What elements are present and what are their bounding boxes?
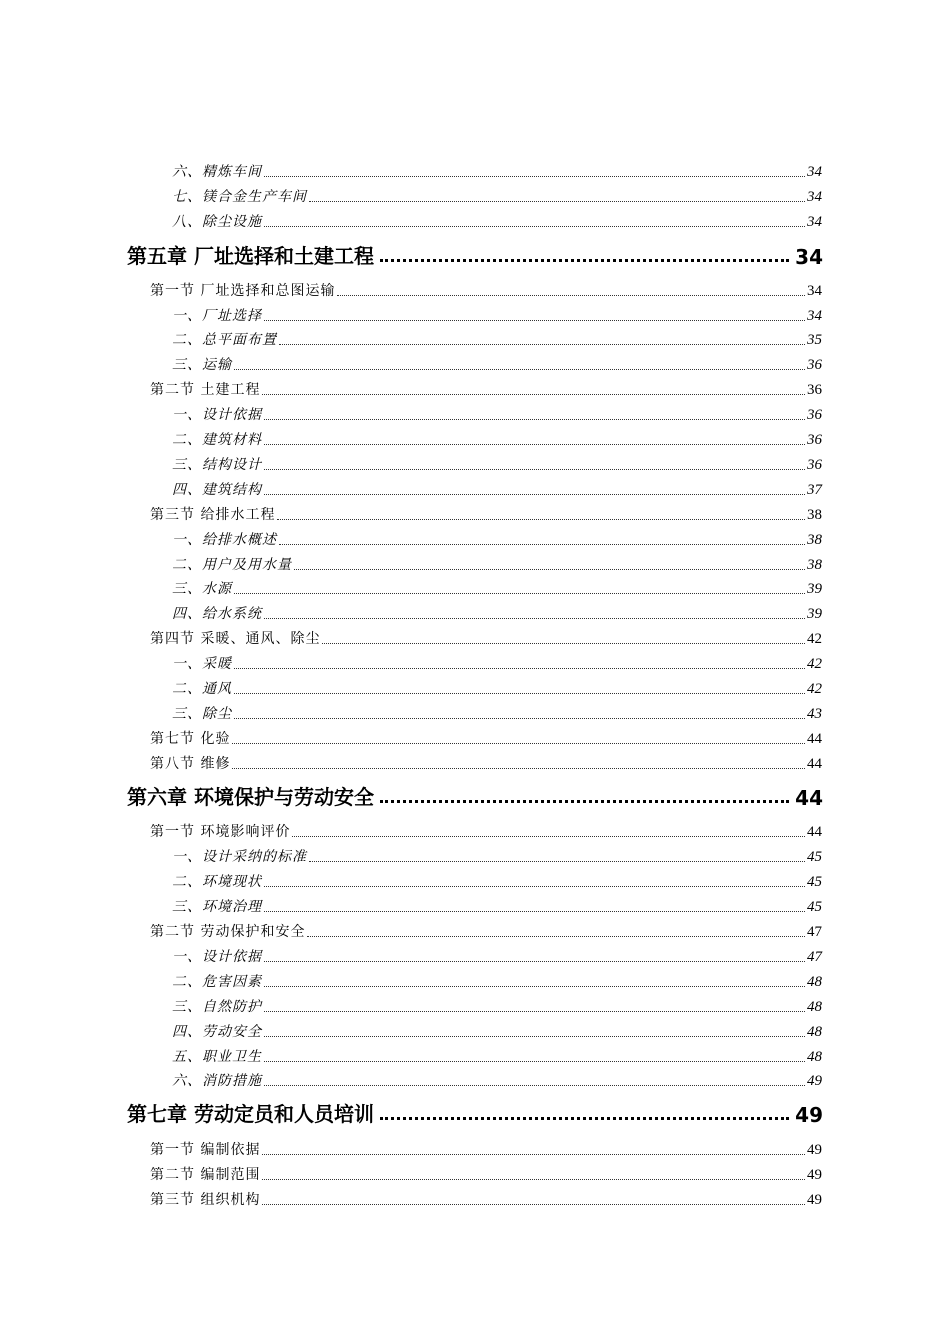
- toc-dot-leader: [264, 444, 805, 445]
- toc-dot-leader: [294, 569, 805, 570]
- toc-page-number: 47: [807, 924, 822, 940]
- toc-page-number: 34: [807, 214, 822, 230]
- toc-entry-title: 七、镁合金生产车间: [172, 189, 307, 205]
- toc-page-number: 36: [807, 457, 822, 473]
- toc-page-number: 42: [807, 656, 822, 672]
- toc-page-number: 49: [807, 1142, 822, 1158]
- toc-item[interactable]: [0, 576, 950, 598]
- toc-entry-title: 二、危害因素: [172, 974, 262, 990]
- toc-page-number: 49: [795, 1103, 823, 1127]
- toc-item[interactable]: [0, 894, 950, 916]
- toc-dot-leader: [264, 494, 805, 495]
- toc-item[interactable]: [0, 427, 950, 449]
- toc-item[interactable]: [0, 477, 950, 499]
- toc-entry-title: 第三节 给排水工程: [150, 507, 276, 523]
- toc-section[interactable]: [0, 1187, 950, 1209]
- toc-dot-leader: [292, 836, 805, 837]
- toc-page-number: 49: [807, 1073, 822, 1089]
- toc-item[interactable]: [0, 651, 950, 673]
- toc-page-number: 48: [807, 1024, 822, 1040]
- toc-dot-leader: [262, 1154, 805, 1155]
- toc-dot-leader: [277, 519, 805, 520]
- toc-dot-leader: [264, 320, 805, 321]
- toc-dot-leader: [279, 544, 805, 545]
- toc-page-number: 44: [807, 731, 822, 747]
- toc-page-number: 36: [807, 357, 822, 373]
- toc-entry-title: 三、水源: [172, 581, 232, 597]
- toc-item[interactable]: [0, 844, 950, 866]
- toc-item[interactable]: [0, 527, 950, 549]
- toc-item[interactable]: [0, 1044, 950, 1066]
- toc-dot-leader: [264, 911, 805, 912]
- toc-page-number: 35: [807, 332, 822, 348]
- toc-item[interactable]: [0, 601, 950, 623]
- toc-page-number: 39: [807, 606, 822, 622]
- toc-entry-title: 四、劳动安全: [172, 1024, 262, 1040]
- toc-section[interactable]: [0, 502, 950, 524]
- toc-entry-title: 一、设计依据: [172, 949, 262, 965]
- toc-entry-title: 一、给排水概述: [172, 532, 277, 548]
- toc-page-number: 36: [807, 382, 822, 398]
- toc-section[interactable]: [0, 626, 950, 648]
- toc-dot-leader: [279, 344, 805, 345]
- toc-dot-leader: [232, 768, 805, 769]
- toc-dot-leader: [309, 201, 805, 202]
- toc-page-number: 44: [807, 824, 822, 840]
- toc-page-number: 43: [807, 706, 822, 722]
- toc-chapter[interactable]: [0, 1095, 950, 1127]
- toc-page-number: 44: [807, 756, 822, 772]
- toc-dot-leader: [264, 1011, 805, 1012]
- toc-dot-leader: [264, 1061, 805, 1062]
- toc-section[interactable]: [0, 377, 950, 399]
- toc-section[interactable]: [0, 819, 950, 841]
- toc-item[interactable]: [0, 994, 950, 1016]
- toc-page-number: 49: [807, 1167, 822, 1183]
- toc-entry-title: 第一节 环境影响评价: [150, 824, 291, 840]
- toc-page-number: 48: [807, 999, 822, 1015]
- toc-entry-title: 三、环境治理: [172, 899, 262, 915]
- toc-item[interactable]: [0, 552, 950, 574]
- toc-page-number: 37: [807, 482, 822, 498]
- toc-dot-leader: [307, 936, 805, 937]
- toc-entry-title: 第二节 编制范围: [150, 1167, 261, 1183]
- toc-entry-title: 三、自然防护: [172, 999, 262, 1015]
- toc-page-number: 42: [807, 681, 822, 697]
- toc-entry-title: 四、建筑结构: [172, 482, 262, 498]
- toc-page-number: 45: [807, 874, 822, 890]
- toc-page-number: 38: [807, 557, 822, 573]
- toc-entry-title: 二、用户及用水量: [172, 557, 292, 573]
- toc-entry-title: 一、设计依据: [172, 407, 262, 423]
- toc-entry-title: 第四节 采暖、通风、除尘: [150, 631, 321, 647]
- toc-item[interactable]: [0, 969, 950, 991]
- toc-entry-title: 二、建筑材料: [172, 432, 262, 448]
- toc-dot-leader: [264, 1036, 805, 1037]
- toc-page-number: 34: [807, 164, 822, 180]
- toc-entry-title: 二、总平面布置: [172, 332, 277, 348]
- toc-entry-title: 三、结构设计: [172, 457, 262, 473]
- toc-entry-title: 一、采暖: [172, 656, 232, 672]
- toc-entry-title: 第七章 劳动定员和人员培训: [127, 1102, 374, 1126]
- toc-page-number: 38: [807, 532, 822, 548]
- toc-entry-title: 第五章 厂址选择和土建工程: [127, 244, 374, 268]
- toc-dot-leader: [234, 369, 805, 370]
- toc-section[interactable]: [0, 726, 950, 748]
- toc-page-number: 42: [807, 631, 822, 647]
- toc-dot-leader: [337, 295, 805, 296]
- toc-entry-title: 六、精炼车间: [172, 164, 262, 180]
- toc-page-number: 48: [807, 974, 822, 990]
- toc-section[interactable]: [0, 919, 950, 941]
- toc-item[interactable]: [0, 402, 950, 424]
- toc-entry-title: 五、职业卫生: [172, 1049, 262, 1065]
- toc-page-number: 48: [807, 1049, 822, 1065]
- toc-dot-leader: [380, 800, 789, 803]
- toc-item[interactable]: [0, 303, 950, 325]
- toc-entry-title: 三、运输: [172, 357, 232, 373]
- toc-dot-leader: [380, 259, 789, 262]
- toc-item[interactable]: [0, 944, 950, 966]
- toc-page-number: 36: [807, 407, 822, 423]
- toc-item[interactable]: [0, 452, 950, 474]
- toc-item[interactable]: [0, 159, 950, 181]
- toc-dot-leader: [232, 743, 805, 744]
- toc-item[interactable]: [0, 209, 950, 231]
- toc-page-number: 45: [807, 849, 822, 865]
- toc-dot-leader: [264, 226, 805, 227]
- toc-page-number: 39: [807, 581, 822, 597]
- toc-dot-leader: [264, 961, 805, 962]
- toc-dot-leader: [264, 1085, 805, 1086]
- toc-entry-title: 第二节 土建工程: [150, 382, 261, 398]
- toc-dot-leader: [264, 176, 805, 177]
- toc-page-number: 47: [807, 949, 822, 965]
- toc-entry-title: 第六章 环境保护与劳动安全: [127, 785, 374, 809]
- toc-entry-title: 四、给水系统: [172, 606, 262, 622]
- toc-item[interactable]: [0, 1068, 950, 1090]
- toc-dot-leader: [234, 693, 805, 694]
- toc-chapter[interactable]: [0, 778, 950, 810]
- toc-page-number: 34: [807, 189, 822, 205]
- toc-entry-title: 八、除尘设施: [172, 214, 262, 230]
- toc-entry-title: 二、环境现状: [172, 874, 262, 890]
- toc-section[interactable]: [0, 1137, 950, 1159]
- toc-dot-leader: [264, 618, 805, 619]
- toc-page-number: 45: [807, 899, 822, 915]
- toc-entry-title: 二、通风: [172, 681, 232, 697]
- toc-dot-leader: [264, 986, 805, 987]
- toc-dot-leader: [322, 643, 805, 644]
- toc-entry-title: 第三节 组织机构: [150, 1192, 261, 1208]
- toc-entry-title: 一、设计采纳的标准: [172, 849, 307, 865]
- toc-page-number: 38: [807, 507, 822, 523]
- toc-section[interactable]: [0, 1162, 950, 1184]
- toc-entry-title: 第一节 编制依据: [150, 1142, 261, 1158]
- toc-item[interactable]: [0, 327, 950, 349]
- toc-entry-title: 第一节 厂址选择和总图运输: [150, 283, 336, 299]
- toc-item[interactable]: [0, 352, 950, 374]
- toc-chapter[interactable]: [0, 237, 950, 269]
- toc-item[interactable]: [0, 676, 950, 698]
- toc-entry-title: 第二节 劳动保护和安全: [150, 924, 306, 940]
- toc-dot-leader: [264, 419, 805, 420]
- toc-entry-title: 第八节 维修: [150, 756, 231, 772]
- toc-page-number: 34: [807, 283, 822, 299]
- toc-dot-leader: [234, 718, 805, 719]
- toc-item[interactable]: [0, 701, 950, 723]
- toc-item[interactable]: [0, 1019, 950, 1041]
- toc-page-number: 34: [807, 308, 822, 324]
- toc-dot-leader: [264, 469, 805, 470]
- toc-dot-leader: [234, 593, 805, 594]
- toc-entry-title: 六、消防措施: [172, 1073, 262, 1089]
- toc-page-number: 34: [795, 245, 823, 269]
- toc-item[interactable]: [0, 184, 950, 206]
- toc-entry-title: 第七节 化验: [150, 731, 231, 747]
- toc-page-number: 44: [795, 786, 823, 810]
- toc-dot-leader: [234, 668, 805, 669]
- toc-dot-leader: [262, 1179, 805, 1180]
- toc-dot-leader: [309, 861, 805, 862]
- toc-dot-leader: [264, 886, 805, 887]
- toc-section[interactable]: [0, 751, 950, 773]
- toc-entry-title: 一、厂址选择: [172, 308, 262, 324]
- toc-entry-title: 三、除尘: [172, 706, 232, 722]
- toc-page-number: 36: [807, 432, 822, 448]
- toc-section[interactable]: [0, 278, 950, 300]
- toc-item[interactable]: [0, 869, 950, 891]
- toc-page-number: 49: [807, 1192, 822, 1208]
- toc-dot-leader: [262, 1204, 805, 1205]
- toc-dot-leader: [380, 1117, 789, 1120]
- toc-dot-leader: [262, 394, 805, 395]
